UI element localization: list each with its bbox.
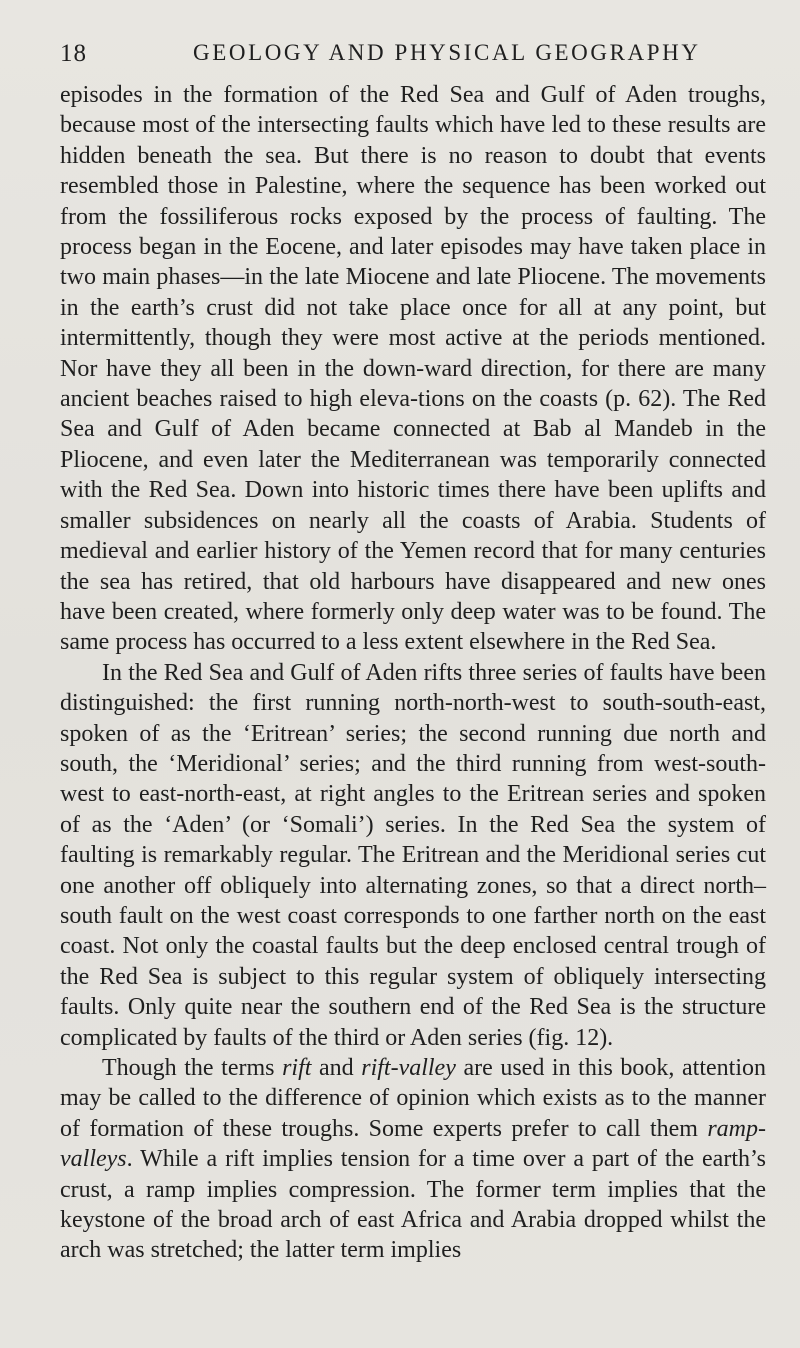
running-head [60, 40, 760, 74]
paragraph-3-text-d: . While a rift implies tension for a time over a part of the earth’s crust, a ramp implies compression. The former term implies that the keystone of the broad arch of east Africa and Arabia dropped whilst the arch was stretched; the latter term implies [60, 1146, 766, 1264]
term-rift-valley: rift-valley [361, 1055, 456, 1081]
term-rift: rift [282, 1055, 312, 1081]
paragraph-3-text-b: and [311, 1055, 362, 1081]
paragraph-2 [60, 658, 766, 1053]
paragraph-1-text: episodes in the formation of the Red Sea and Gulf of Aden troughs, because most of the intersecting faults which have led to these results are hidden beneath the sea. But there is no reason to doubt that events resembled those in Palestine, where the sequence has been worked out from the fossiliferous rocks exposed by the process of faulting. The process began in the Eocene, and later episodes may have taken place in two main phases—in the late Miocene and late Pliocene. The movements in the earth’s crust did not take place once for all at any point, but intermittently, though they were most active at the periods mentioned. Nor have they all been in the down-ward direction, for there are many ancient beaches raised to high eleva-tions on the coasts (p. 62). The Red Sea and Gulf of Aden became connected at Bab al Mandeb in the Pliocene, and even later the Mediterranean was temporarily connected with the Red Sea. Down into historic times there have been uplifts and smaller subsidences on nearly all the coasts of Arabia. Students of medieval and earlier history of the Yemen record that for many centuries the sea has retired, that old harbours have disappeared and new ones have been created, where formerly only deep water was to be found. The same process has occurred to a less extent elsewhere in the Red Sea. [60, 82, 766, 656]
paragraph-3-text-a: Though the terms [102, 1055, 283, 1081]
paragraph-1 [60, 80, 766, 658]
page-number: 18 [60, 40, 87, 67]
running-title: GEOLOGY AND PHYSICAL GEOGRAPHY [193, 40, 701, 65]
paragraph-3 [60, 1053, 766, 1266]
body-text [60, 80, 766, 1266]
paragraph-2-text: In the Red Sea and Gulf of Aden rifts three series of faults have been distinguished: the first running north-north-west to south-south-east, spoken of as the ‘Eritrean’ series; the second running due north and south, the ‘Meridional’ series; and the third running from west-south-west to east-north-east, at right angles to the Eritrean series and spoken of as the ‘Aden’ (or ‘Somali’) series. In the Red Sea the system of faulting is remarkably regular. The Eritrean and the Meridional series cut one another off obliquely into alternating zones, so that a direct north–south fault on the west coast corresponds to one farther north on the east coast. Not only the coastal faults but the deep enclosed central trough of the Red Sea is subject to this regular system of obliquely intersecting faults. Only quite near the southern end of the Red Sea is the structure complicated by faults of the third or Aden series (fig. 12). [60, 659, 766, 1051]
paragraph-3-text-c: are used in this book, attention may be called to the difference of opinion which exists as to the manner of formation of these troughs. Some experts prefer to call them [60, 1055, 766, 1142]
term-ramp-valleys: ramp-valleys [60, 1115, 766, 1173]
